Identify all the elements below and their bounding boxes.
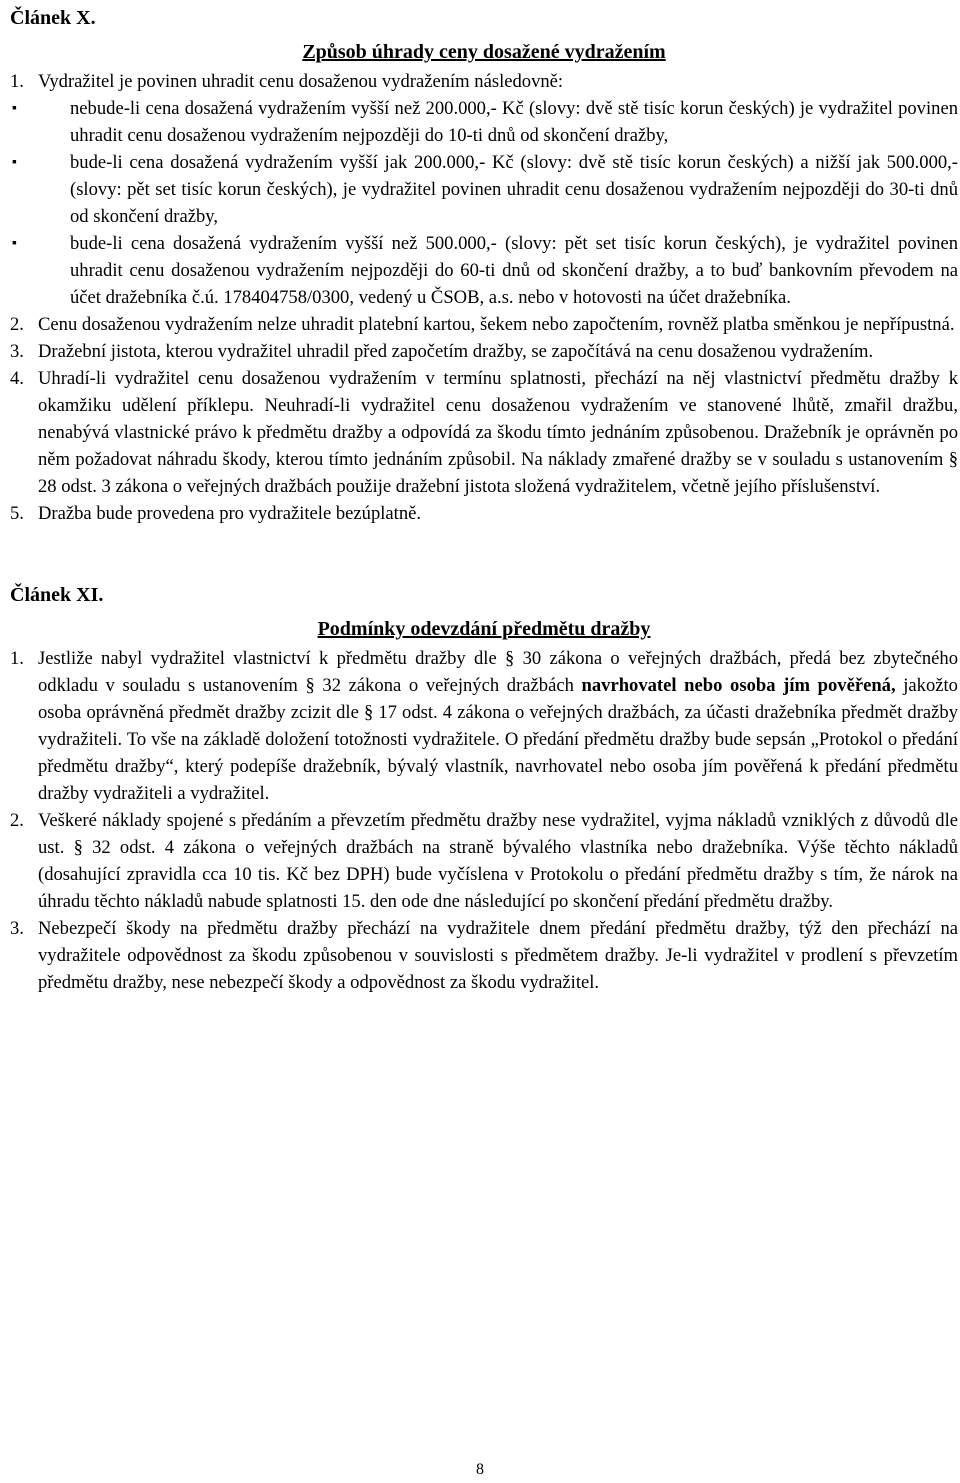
article-10-bullet-1 [10, 95, 958, 149]
article-11-heading: Článek XI. [10, 584, 104, 606]
item-number: 2. [10, 314, 24, 335]
item-number: 5. [10, 503, 24, 524]
article-11-item-1 [10, 645, 958, 807]
item-number: 4. [10, 368, 24, 389]
article-10-bullet-2 [10, 149, 958, 230]
article-11-subtitle: Podmínky odevzdání předmětu dražby [317, 618, 651, 640]
bullet-icon: ▪ [12, 155, 17, 170]
article-10-item-3 [10, 338, 958, 365]
article-10-heading: Článek X. [10, 7, 96, 29]
article-11-item-2 [10, 807, 958, 915]
item-number: 3. [10, 918, 24, 939]
bullet-text: bude-li cena dosažená vydražením vyšší jak 200.000,- Kč (slovy: dvě stě tisíc korun českých) a nižší jak 500.000,- (slovy: pět set tisíc korun českých), je vydražitel povinen uhradit cenu dosaženou vydražením nejpozději do 30-ti dnů od skončení dražby, [70, 152, 958, 227]
item-number: 3. [10, 341, 24, 362]
bullet-text: nebude-li cena dosažená vydražením vyšší než 200.000,- Kč (slovy: dvě stě tisíc korun českých) je vydražitel povinen uhradit cenu dosaženou vydražením nejpozději do 10-ti dnů od skončení dražby, [70, 98, 958, 146]
article-10-subtitle: Způsob úhrady ceny dosažené vydražením [302, 41, 666, 63]
item-text: Dražba bude provedena pro vydražitele bezúplatně. [38, 503, 422, 524]
article-10-item-1 [10, 68, 958, 95]
article-10-bullet-3 [10, 230, 958, 311]
article-10-item-2 [10, 311, 958, 338]
bullet-icon: ▪ [12, 101, 17, 116]
document-page [10, 4, 958, 996]
item-text: Cenu dosaženou vydražením nelze uhradit platební kartou, šekem nebo započtením, rovněž platba směnkou je nepřípustná. [38, 314, 955, 335]
item-text: Uhradí-li vydražitel cenu dosaženou vydražením v termínu splatnosti, přechází na něj vlastnictví předmětu dražby k okamžiku udělení příklepu. Neuhradí-li vydražitel cenu dosaženou vydražením ve stanovené lhůtě, zmařil dražbu, nenabývá vlastnické právo k předmětu dražby a odpovídá za škodu tímto jednáním způsobenou. Dražebník je oprávněn po něm požadovat náhradu škody, kterou tímto jednáním způsobil. Na náklady zmařené dražby se v souladu s ustanovením § 28 odst. 3 zákona o veřejných dražbách použije dražební jistota složená vydražitelem, včetně jejího příslušenství. [38, 368, 958, 497]
section-spacer [10, 527, 958, 581]
item-number: 2. [10, 810, 24, 831]
bullet-text: bude-li cena dosažená vydražením vyšší než 500.000,- (slovy: pět set tisíc korun českých), je vydražitel povinen uhradit cenu dosaženou vydražením nejpozději do 60-ti dnů od skončení dražby, a to buď bankovním převodem na účet dražebníka č.ú. 178404758/0300, vedený u ČSOB, a.s. nebo v hotovosti na účet dražebníka. [70, 233, 958, 308]
item-number: 1. [10, 648, 24, 669]
article-10-item-5 [10, 500, 958, 527]
item-text-before: Jestliže nabyl vydražitel vlastnictví k předmětu dražby dle § 30 zákona o veřejných dražbách, předá bez zbytečného odkladu v souladu s ustanovením § 32 zákona o veřejných dražbách [38, 648, 958, 696]
item-text: Dražební jistota, kterou vydražitel uhradil před započetím dražby, se započítává na cenu dosaženou vydražením. [38, 341, 874, 362]
article-11-item-3 [10, 915, 958, 996]
item-text: Veškeré náklady spojené s předáním a převzetím předmětu dražby nese vydražitel, vyjma nákladů vzniklých z důvodů dle ust. § 32 odst. 4 zákona o veřejných dražbách na straně bývalého vlastníka nebo dražebníka. Výše těchto nákladů (dosahující zpravidla cca 10 tis. Kč bez DPH) bude vyčíslena v Protokolu o předání předmětu dražby s tím, že nárok na úhradu těchto nákladů nabude splatnosti 15. den ode dne následující po skončení předání předmětu dražby. [38, 810, 958, 912]
article-10-item-4 [10, 365, 958, 500]
item-text-after: jakožto osoba oprávněná předmět dražby zcizit dle § 17 odst. 4 zákona o veřejných dražbách, za účasti dražebníka předmět dražby vydražiteli. To vše na základě doložení totožnosti vydražitele. O předání předmětu dražby bude sepsán „Protokol o předání předmětu dražby“, který podepíše dražebník, bývalý vlastník, navrhovatel nebo osoba jím pověřená k předání předmětu dražby vydražiteli a vydražitel. [38, 675, 958, 804]
page-number: 8 [476, 1461, 484, 1478]
item-text: Vydražitel je povinen uhradit cenu dosaženou vydražením následovně: [38, 71, 564, 92]
item-text: Nebezpečí škody na předmětu dražby přechází na vydražitele dnem předání předmětu dražby, týž den přechází na vydražitele odpovědnost za škodu způsobenou v souvislosti s předmětem dražby. Je-li vydražitel v prodlení s převzetím předmětu dražby, nese nebezpečí škody a odpovědnost za škodu vydražitel. [38, 918, 958, 993]
item-number: 1. [10, 71, 24, 92]
bullet-icon: ▪ [12, 236, 17, 251]
item-text-bold: navrhovatel nebo osoba jím pověřená, [581, 675, 896, 696]
